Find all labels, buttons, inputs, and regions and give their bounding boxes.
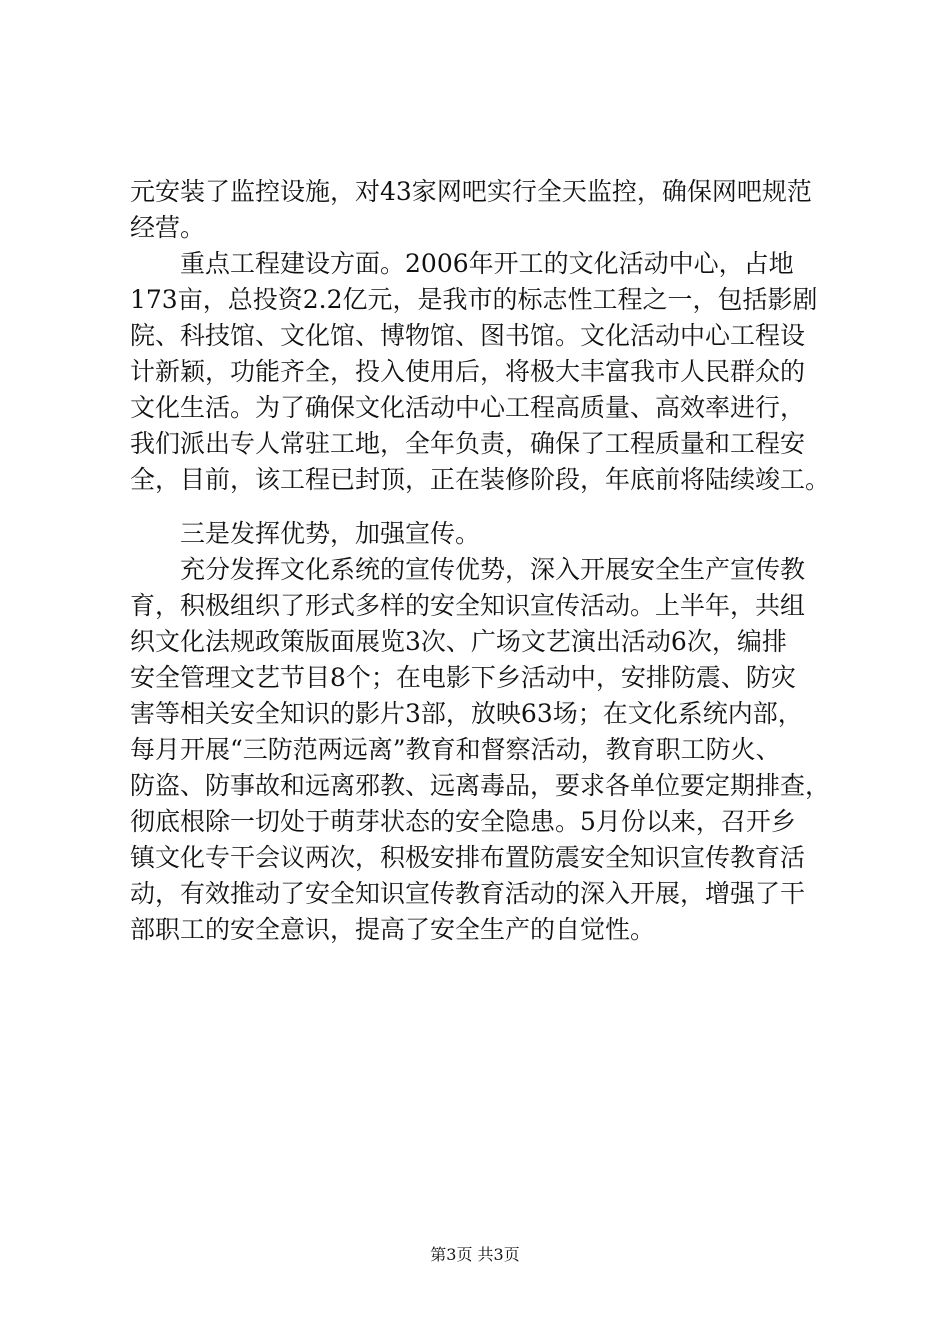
text-line: 院、科技馆、文化馆、博物馆、图书馆。文化活动中心工程设	[130, 321, 806, 350]
text-line: 重点工程建设方面。2006年开工的文化活动中心，占地	[130, 249, 794, 278]
text-line: 173亩，总投资2.2亿元，是我市的标志性工程之一，包括影剧	[130, 285, 818, 314]
text-line: 育，积极组织了形式多样的安全知识宣传活动。上半年，共组	[130, 591, 806, 620]
text-line: 每月开展“三防范两远离”教育和督察活动，教育职工防火、	[130, 735, 781, 764]
text-line: 文化生活。为了确保文化活动中心工程高质量、高效率进行，	[130, 393, 806, 422]
text-line: 元安装了监控设施，对43家网吧实行全天监控，确保网吧规范	[130, 177, 812, 206]
text-line: 经营。	[130, 213, 206, 242]
text-line: 防盗、防事故和远离邪教、远离毒品，要求各单位要定期排查，	[130, 771, 831, 800]
section-heading: 三是发挥优势，加强宣传。	[130, 519, 481, 548]
text-line: 彻底根除一切处于萌芽状态的安全隐患。5月份以来，召开乡	[130, 807, 796, 836]
text-line: 织文化法规政策版面展览3次、广场文艺演出活动6次，编排	[130, 627, 787, 656]
text-line: 动，有效推动了安全知识宣传教育活动的深入开展，增强了干	[130, 879, 806, 908]
text-line: 我们派出专人常驻工地，全年负责，确保了工程质量和工程安	[130, 429, 806, 458]
text-line: 害等相关安全知识的影片3部，放映63场；在文化系统内部，	[130, 699, 803, 728]
text-line: 镇文化专干会议两次，积极安排布置防震安全知识宣传教育活	[130, 843, 806, 872]
text-line: 安全管理文艺节目8个；在电影下乡活动中，安排防震、防灾	[130, 663, 796, 692]
text-line: 部职工的安全意识，提高了安全生产的自觉性。	[130, 915, 656, 944]
text-line: 全，目前，该工程已封顶，正在装修阶段，年底前将陆续竣工。	[130, 465, 831, 494]
page-footer: 第3页 共3页	[430, 1245, 520, 1264]
text-line: 充分发挥文化系统的宣传优势，深入开展安全生产宣传教	[130, 555, 806, 584]
text-line: 计新颖，功能齐全，投入使用后，将极大丰富我市人民群众的	[130, 357, 806, 386]
